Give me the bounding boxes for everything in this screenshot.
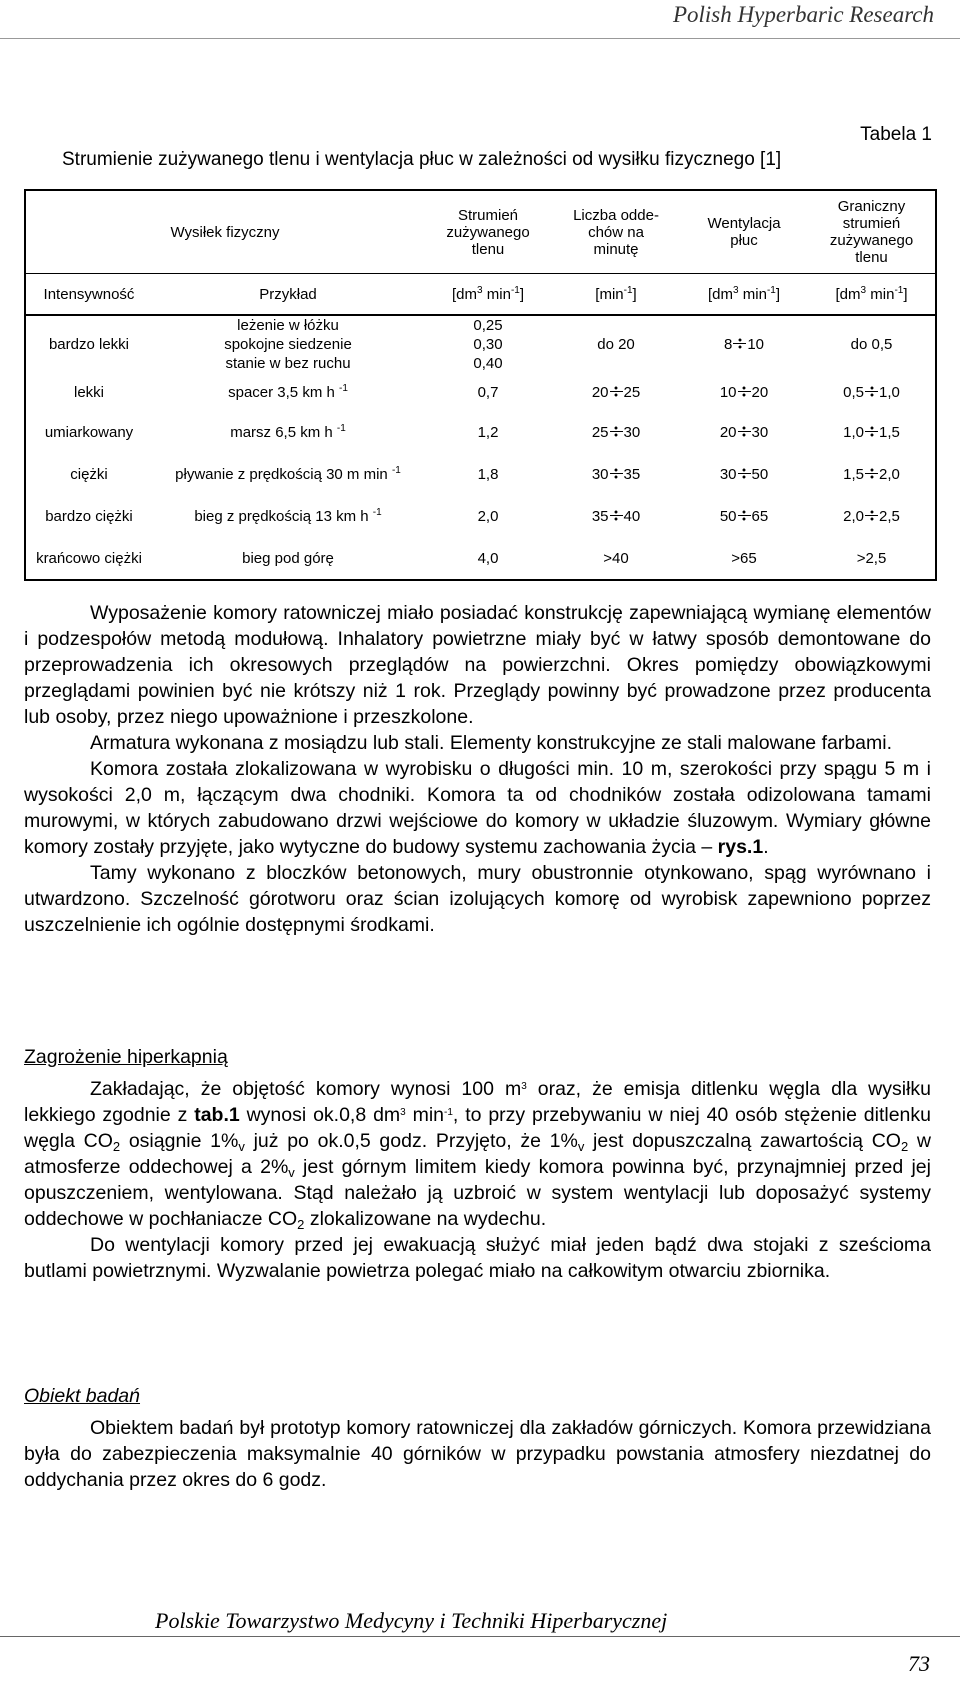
cell-example: leżenie w łóżku spokojne siedzenie stanie w bez ruchu [224, 317, 352, 372]
division-sign-icon [865, 467, 878, 480]
cell-intensity: bardzo lekki [48, 336, 130, 353]
header-ventilation: Wentylacja płuc [680, 190, 808, 274]
footer-divider [0, 1636, 960, 1637]
header-oxygen: Strumień zużywanego tlenu [424, 190, 552, 274]
figure-reference: rys.1 [717, 836, 764, 858]
cell-breaths: do 20 [597, 336, 635, 353]
cell-example: marsz 6,5 km h $^{-1}$ [230, 422, 346, 441]
cell-limit: 0,5 1,0 [843, 383, 900, 401]
cell-ventilation: 10 20 [719, 383, 769, 401]
cell-oxygen: 0,7 [477, 383, 499, 401]
cell-limit: do 0,5 [850, 336, 893, 353]
cell-oxygen: 1,2 [477, 423, 499, 441]
header-effort: Wysiłek fizyczny [25, 190, 424, 274]
unit-limit: [$dm^3$ $\min^{-1}$] [808, 274, 936, 316]
cell-breaths: 25 30 [591, 423, 641, 441]
table-row [25, 453, 936, 495]
body-section-3 [24, 1383, 931, 1493]
division-sign-icon [738, 467, 751, 480]
table-row [25, 537, 936, 580]
paragraph-fittings: Armatura wykonana z mosiądzu lub stali. Elementy konstrukcyjne ze stali malowane farbami. [90, 732, 893, 754]
table-row [25, 411, 936, 453]
division-sign-icon [738, 385, 751, 398]
header-breaths: Liczba odde- chów na minutę [552, 190, 680, 274]
cell-limit: 1,0 1,5 [843, 423, 900, 441]
table-number: Tabela 1 [860, 124, 932, 145]
cell-breaths: 30 35 [591, 465, 641, 483]
header-limit: Graniczny strumień zużywanego tlenu [808, 190, 936, 274]
cell-intensity: ciężki [70, 465, 108, 483]
division-sign-icon [865, 425, 878, 438]
table-header-row [25, 190, 936, 274]
header-example: Przykład [152, 274, 424, 316]
division-sign-icon [733, 337, 746, 350]
paragraph-co2: Zakładając, że objętość komory wynosi 100 $m^3$ oraz, że emisja ditlenku węgla dla wysiłku lekkiego zgodnie z tab.1 wynosi ok.0,8 $dm^3$ $\min^{-1}$, to przy przebywaniu w niej 40 osób stężenie ditlenku węgla $CO_2$ osiągnie $1\%_v$ już po ok.0,5 godz. Przyjęto, że $1\%_v$ jest dopuszczalną zawartością $CO_2$ w atmosferze oddechowej a $2\%_v$ jest górnym limitem kiedy komora powinna być, przynajmniej przed jej opuszczeniem, wentylowana. Stąd należało ją uzbroić w system wentylacji lub doposażyć systemy oddechowe w pochłaniacze $CO_2$ zlokalizowane na wydechu. [24, 1078, 931, 1232]
cell-breaths: 20 25 [591, 383, 641, 401]
unit-oxygen: [$dm^3$ $\min^{-1}$] [424, 274, 552, 316]
cell-example: bieg pod górę [242, 549, 334, 567]
cell-ventilation: 50 65 [719, 507, 769, 525]
header-divider [0, 38, 960, 39]
division-sign-icon [610, 509, 623, 522]
table-caption: Strumienie zużywanego tlenu i wentylacja płuc w zależności od wysiłku fizycznego [1] [62, 149, 782, 170]
paragraph-walls: Tamy wykonano z bloczków betonowych, mury obustronnie otynkowano, spąg wyrównano i utwardzono. Szczelność górotworu oraz ścian izolujących komorę od wyrobisk zapewniono poprzez uszczelnienie ich ogólnie dostępnymi środkami. [24, 862, 931, 936]
oxygen-ventilation-table [24, 189, 937, 581]
division-sign-icon [610, 385, 623, 398]
paragraph-ventilation: Do wentylacji komory przed jej ewakuacją służyć miał jeden bądź dwa stojaki z sześcioma butlami powietrznymi. Wyzwalanie powietrza polegać miało na całkowitym otwarciu zbiornika. [24, 1234, 931, 1282]
table-units-row [25, 274, 936, 316]
cell-limit: 1,5 2,0 [843, 465, 900, 483]
division-sign-icon [865, 385, 878, 398]
cell-oxygen: 0,25 0,30 0,40 [473, 317, 503, 372]
cell-intensity: krańcowo ciężki [36, 549, 142, 567]
journal-header: Polish Hyperbaric Research [672, 2, 934, 27]
cell-oxygen: 2,0 [477, 507, 499, 525]
journal-footer: Polskie Towarzystwo Medycyny i Techniki Hiperbarycznej [155, 1608, 668, 1633]
table-row [25, 315, 936, 373]
cell-example: pływanie z prędkością 30 m min $^{-1}$ [175, 464, 401, 483]
cell-ventilation: >65 [731, 549, 757, 567]
cell-oxygen: 4,0 [477, 549, 499, 567]
page-number: 73 [908, 1651, 930, 1676]
cell-example: bieg z prędkością 13 km h $^{-1}$ [194, 506, 382, 525]
section-heading-hypercapnia: Zagrożenie hiperkapnią [24, 1046, 228, 1068]
cell-ventilation: 20 30 [719, 423, 769, 441]
table-row [25, 495, 936, 537]
body-section-2 [24, 1044, 931, 1284]
cell-limit: >2,5 [856, 549, 887, 567]
paragraph-equipment: Wyposażenie komory ratowniczej miało posiadać konstrukcję zapewniającą wymianę elementów i podzespołów metodą modułową. Inhalatory powietrzne miały być w łatwy sposób demontowane do przeprowadzenia ich okresowych przeglądów na powierzchni. Okres pomiędzy obowiązkowymi przeglądami powinien być nie krótszy niż 1 rok. Przeglądy powinny być prowadzone przez producenta lub osoby, przez niego upoważnione i przeszkolone. [24, 602, 931, 728]
cell-intensity: bardzo ciężki [45, 507, 133, 525]
division-sign-icon [865, 509, 878, 522]
cell-breaths: 35 40 [591, 507, 641, 525]
cell-breaths: >40 [603, 549, 629, 567]
section-heading-object: Obiekt badań [24, 1385, 141, 1407]
paragraph-location: Komora została zlokalizowana w wyrobisku o długości min. 10 m, szerokości przy spągu 5 m i wysokości 2,0 m, łączącym dwa chodniki. Komora ta od chodników została odizolowana tamami murowymi, w których zabudowano drzwi wejściowe do komory w układzie śluzowym. Wymiary główne komory zostały przyjęte, jako wytyczne do budowy systemu zachowania życia – rys.1. [24, 758, 931, 858]
paragraph-object: Obiektem badań był prototyp komory ratowniczej dla zakładów górniczych. Komora przewidziana była do zabezpieczenia maksymalnie 40 górników w przypadku powstania atmosfery niezdatnej do oddychania przez okres do 6 godz. [24, 1417, 931, 1491]
unit-breaths: $[\min^{-1}]$ [552, 274, 680, 316]
table-row [25, 373, 936, 411]
division-sign-icon [738, 425, 751, 438]
unit-ventilation: [$dm^3$ $\min^{-1}$] [680, 274, 808, 316]
table-reference: tab.1 [194, 1104, 240, 1126]
division-sign-icon [610, 425, 623, 438]
cell-ventilation: 8 10 [724, 336, 765, 353]
cell-limit: 2,0 2,5 [843, 507, 900, 525]
division-sign-icon [610, 467, 623, 480]
cell-intensity: umiarkowany [44, 423, 134, 441]
header-intensity: Intensywność [25, 274, 152, 316]
cell-oxygen: 1,8 [477, 465, 499, 483]
cell-intensity: lekki [73, 383, 104, 401]
cell-ventilation: 30 50 [719, 465, 769, 483]
division-sign-icon [738, 509, 751, 522]
cell-example: spacer 3,5 km h $^{-1}$ [228, 382, 348, 401]
body-section-1 [24, 600, 931, 938]
